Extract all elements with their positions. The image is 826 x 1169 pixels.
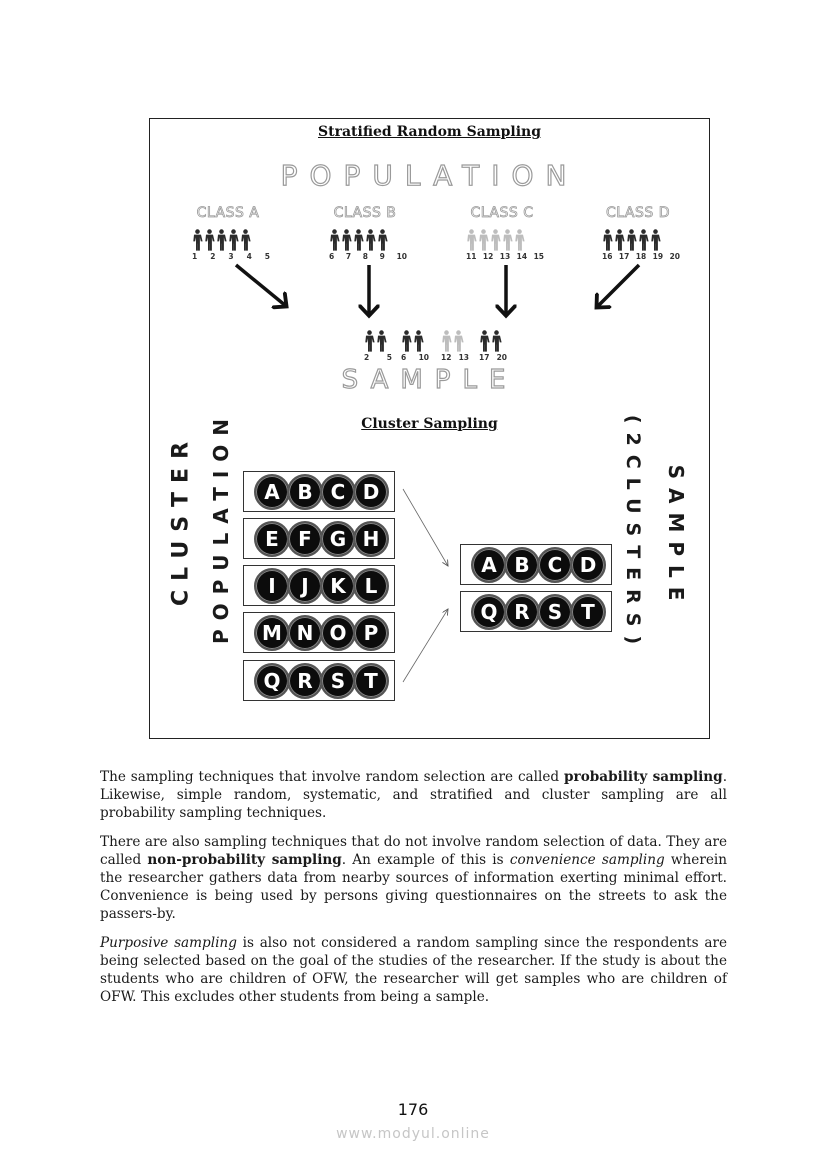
p3-text-1: is also not considered a random sampling since the respondents are being selected based on the goal of the studies of the researcher. If the study is about the students who are children of OFW, the researcher will get samples who are children of OFW. This excludes other students from being a sample. bbox=[100, 935, 728, 1005]
person-number: 13 bbox=[499, 252, 511, 261]
cluster-member-q: Q bbox=[471, 594, 507, 630]
person-number: 17 bbox=[618, 252, 630, 261]
person-number: 17 bbox=[479, 353, 490, 362]
term-non-probability-sampling: non-probability sampling bbox=[147, 852, 342, 868]
person-number: 10 bbox=[418, 353, 429, 362]
person-number: 15 bbox=[533, 252, 544, 261]
person-number: 9 bbox=[379, 252, 385, 261]
class-c-label: CLASS C bbox=[470, 205, 534, 221]
person-number: 20 bbox=[669, 252, 680, 261]
cluster-member-q: Q bbox=[254, 663, 290, 699]
stratified-title: Stratified Random Sampling bbox=[318, 124, 541, 140]
cluster-member-i: I bbox=[254, 568, 290, 604]
term-probability-sampling: probability sampling bbox=[564, 769, 723, 785]
cluster-member-a: A bbox=[254, 474, 290, 510]
person-number: 16 bbox=[602, 252, 613, 261]
person-number: 12 bbox=[441, 353, 452, 362]
cluster-member-h: H bbox=[353, 521, 389, 557]
cluster-member-e: E bbox=[254, 521, 290, 557]
person-number: 4 bbox=[246, 252, 252, 261]
person-number: 20 bbox=[496, 353, 507, 362]
population-vertical-label: POPULATION bbox=[209, 409, 233, 645]
person-number: 1 bbox=[192, 252, 198, 261]
cluster-member-m: M bbox=[254, 615, 290, 651]
person-number: 19 bbox=[652, 252, 664, 261]
page-number: 176 bbox=[397, 1100, 429, 1119]
arrow-qrst-to-sample bbox=[403, 609, 448, 682]
cluster-arrows bbox=[150, 119, 711, 739]
cluster-member-b: B bbox=[504, 547, 540, 583]
arrow-abcd-to-sample bbox=[403, 489, 448, 566]
cluster-vertical-label: CLUSTER bbox=[168, 432, 194, 607]
cluster-member-a: A bbox=[471, 547, 507, 583]
p2-text-1: There are also sampling techniques that do not involve random selection of data. They are called bbox=[100, 834, 727, 868]
sample-vertical-label: SAMPLE bbox=[664, 464, 688, 610]
cluster-member-j: J bbox=[287, 568, 323, 604]
cluster-member-s: S bbox=[537, 594, 573, 630]
person-number: 5 bbox=[264, 252, 270, 261]
person-number: 2 bbox=[364, 353, 370, 362]
term-purposive-sampling: Purposive sampling bbox=[100, 935, 237, 951]
person-number: 12 bbox=[482, 252, 494, 261]
class-b-label: CLASS B bbox=[333, 205, 397, 221]
p2-text-2: . An example of this is bbox=[341, 852, 510, 868]
cluster-member-c: C bbox=[320, 474, 356, 510]
class-a-label: CLASS A bbox=[196, 205, 260, 221]
person-number: 18 bbox=[635, 252, 647, 261]
class-d-label: CLASS D bbox=[606, 205, 670, 221]
person-number: 5 bbox=[386, 353, 392, 362]
paragraph-purposive-sampling bbox=[100, 934, 727, 1006]
person-number: 2 bbox=[210, 252, 216, 261]
cluster-member-o: O bbox=[320, 615, 356, 651]
person-number: 6 bbox=[329, 252, 335, 261]
cluster-member-k: K bbox=[320, 568, 356, 604]
person-number: 14 bbox=[516, 252, 528, 261]
sample-heading: SAMPLE bbox=[341, 365, 518, 395]
cluster-member-r: R bbox=[287, 663, 323, 699]
two-clusters-vertical-label: (2CLUSTERS) bbox=[622, 414, 644, 654]
cluster-member-l: L bbox=[353, 568, 389, 604]
person-number: 7 bbox=[345, 252, 352, 261]
person-number: 11 bbox=[466, 252, 477, 261]
paragraph-probability-sampling bbox=[100, 768, 727, 822]
cluster-member-d: D bbox=[353, 474, 389, 510]
p2-text-3: wherein the researcher gathers data from nearby sources of information exerting minimal effort. Convenience is being used by persons giving questionnaires on the streets to ask the passers-by. bbox=[100, 852, 727, 922]
cluster-member-t: T bbox=[570, 594, 606, 630]
cluster-member-r: R bbox=[504, 594, 540, 630]
cluster-member-g: G bbox=[320, 521, 356, 557]
person-number: 13 bbox=[458, 353, 469, 362]
paragraph-non-probability-sampling bbox=[100, 833, 727, 923]
cluster-member-b: B bbox=[287, 474, 323, 510]
cluster-member-p: P bbox=[353, 615, 389, 651]
cluster-title: Cluster Sampling bbox=[361, 416, 498, 432]
person-number: 3 bbox=[228, 252, 234, 261]
p1-text-2: . Likewise, simple random, systematic, and stratified and cluster sampling are all probability sampling techniques. bbox=[100, 769, 728, 821]
person-number: 10 bbox=[396, 252, 407, 261]
p1-text-1: The sampling techniques that involve random selection are called bbox=[100, 769, 565, 785]
cluster-member-c: C bbox=[537, 547, 573, 583]
watermark: www.modyul.online bbox=[336, 1126, 490, 1142]
cluster-member-n: N bbox=[287, 615, 323, 651]
cluster-member-s: S bbox=[320, 663, 356, 699]
person-number: 8 bbox=[362, 252, 368, 261]
person-number: 6 bbox=[401, 353, 407, 362]
cluster-member-t: T bbox=[353, 663, 389, 699]
cluster-member-d: D bbox=[570, 547, 606, 583]
cluster-member-f: F bbox=[287, 521, 323, 557]
sampling-figure bbox=[149, 118, 710, 739]
population-heading: POPULATION bbox=[280, 159, 579, 192]
term-convenience-sampling: convenience sampling bbox=[509, 852, 665, 868]
